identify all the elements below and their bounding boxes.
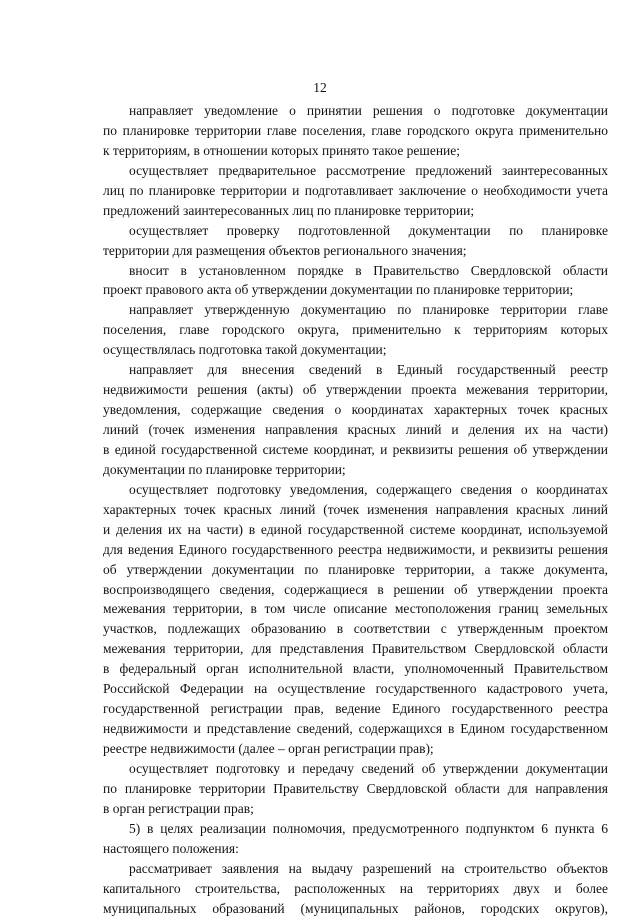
- paragraph: [103, 759, 608, 819]
- text-line: в федеральный орган исполнительной власти, уполномоченный Правительством: [103, 659, 608, 679]
- paragraph: [103, 101, 608, 161]
- text-line: лиц по планировке территории и подготавливает заключение о необходимости учета: [103, 181, 608, 201]
- text-line: территории для размещения объектов регионального значения;: [103, 241, 608, 261]
- text-line: характерных точек красных линий (точек изменения направления красных линий: [103, 500, 608, 520]
- text-line: недвижимости решения (акты) об утверждении проекта межевания территории,: [103, 380, 608, 400]
- text-line: осуществлялась подготовка такой документации;: [103, 340, 608, 360]
- text-line: 5) в целях реализации полномочия, предусмотренного подпунктом 6 пункта 6: [103, 819, 608, 839]
- paragraph: [103, 300, 608, 360]
- text-line: уведомления, содержащие сведения о координатах характерных точек красных: [103, 400, 608, 420]
- text-line: воспроизводящего сведения, содержащиеся в решении об утверждении проекта: [103, 580, 608, 600]
- text-line: осуществляет предварительное рассмотрение предложений заинтересованных: [103, 161, 608, 181]
- text-line: и деления их на части) в единой государственной системе координат, используемой: [103, 520, 608, 540]
- text-line: настоящего положения:: [103, 839, 608, 859]
- text-line: осуществляет подготовку уведомления, содержащего сведения о координатах: [103, 480, 608, 500]
- text-line: капитального строительства, расположенных на территориях двух и более: [103, 879, 608, 899]
- text-line: поселения, главе городского округа, применительно к территориям которых: [103, 320, 608, 340]
- document-body: [103, 101, 608, 918]
- text-line: муниципальных образований (муниципальных районов, городских округов),: [103, 899, 608, 918]
- text-line: об утверждении документации по планировке территории, а также документа,: [103, 560, 608, 580]
- text-line: межевания территории, в том числе описание местоположения границ земельных: [103, 599, 608, 619]
- text-line: для ведения Единого государственного реестра недвижимости, и реквизиты решения: [103, 540, 608, 560]
- paragraph: [103, 859, 608, 918]
- text-line: межевания территории, для представления Правительством Свердловской области: [103, 639, 608, 659]
- paragraph: [103, 360, 608, 480]
- text-line: направляет уведомление о принятии решения о подготовке документации: [103, 101, 608, 121]
- paragraph: [103, 261, 608, 301]
- text-line: направляет утвержденную документацию по планировке территории главе: [103, 300, 608, 320]
- text-line: предложений заинтересованных лиц по планировке территории;: [103, 201, 608, 221]
- text-line: в орган регистрации прав;: [103, 799, 608, 819]
- text-line: Российской Федерации на осуществление государственного кадастрового учета,: [103, 679, 608, 699]
- text-line: направляет для внесения сведений в Единый государственный реестр: [103, 360, 608, 380]
- page-number: 12: [0, 79, 640, 97]
- paragraph: [103, 161, 608, 221]
- text-line: по планировке территории Правительству Свердловской области для направления: [103, 779, 608, 799]
- text-line: вносит в установленном порядке в Правительство Свердловской области: [103, 261, 608, 281]
- text-line: документации по планировке территории;: [103, 460, 608, 480]
- text-line: недвижимости и представление сведений, содержащихся в Едином государственном: [103, 719, 608, 739]
- paragraph: [103, 221, 608, 261]
- paragraph: [103, 480, 608, 759]
- text-line: осуществляет проверку подготовленной документации по планировке: [103, 221, 608, 241]
- text-line: осуществляет подготовку и передачу сведений об утверждении документации: [103, 759, 608, 779]
- text-line: в единой государственной системе координат, и реквизиты решения об утверждении: [103, 440, 608, 460]
- text-line: государственной регистрации прав, ведение Единого государственного реестра: [103, 699, 608, 719]
- text-line: линий (точек изменения направления красных линий и деления их на части): [103, 420, 608, 440]
- text-line: проект правового акта об утверждении документации по планировке территории;: [103, 280, 608, 300]
- text-line: рассматривает заявления на выдачу разрешений на строительство объектов: [103, 859, 608, 879]
- text-line: реестре недвижимости (далее – орган регистрации прав);: [103, 739, 608, 759]
- text-line: участков, подлежащих образованию в соответствии с утвержденным проектом: [103, 619, 608, 639]
- text-line: по планировке территории главе поселения, главе городского округа применительно: [103, 121, 608, 141]
- text-line: к территориям, в отношении которых принято такое решение;: [103, 141, 608, 161]
- paragraph: [103, 819, 608, 859]
